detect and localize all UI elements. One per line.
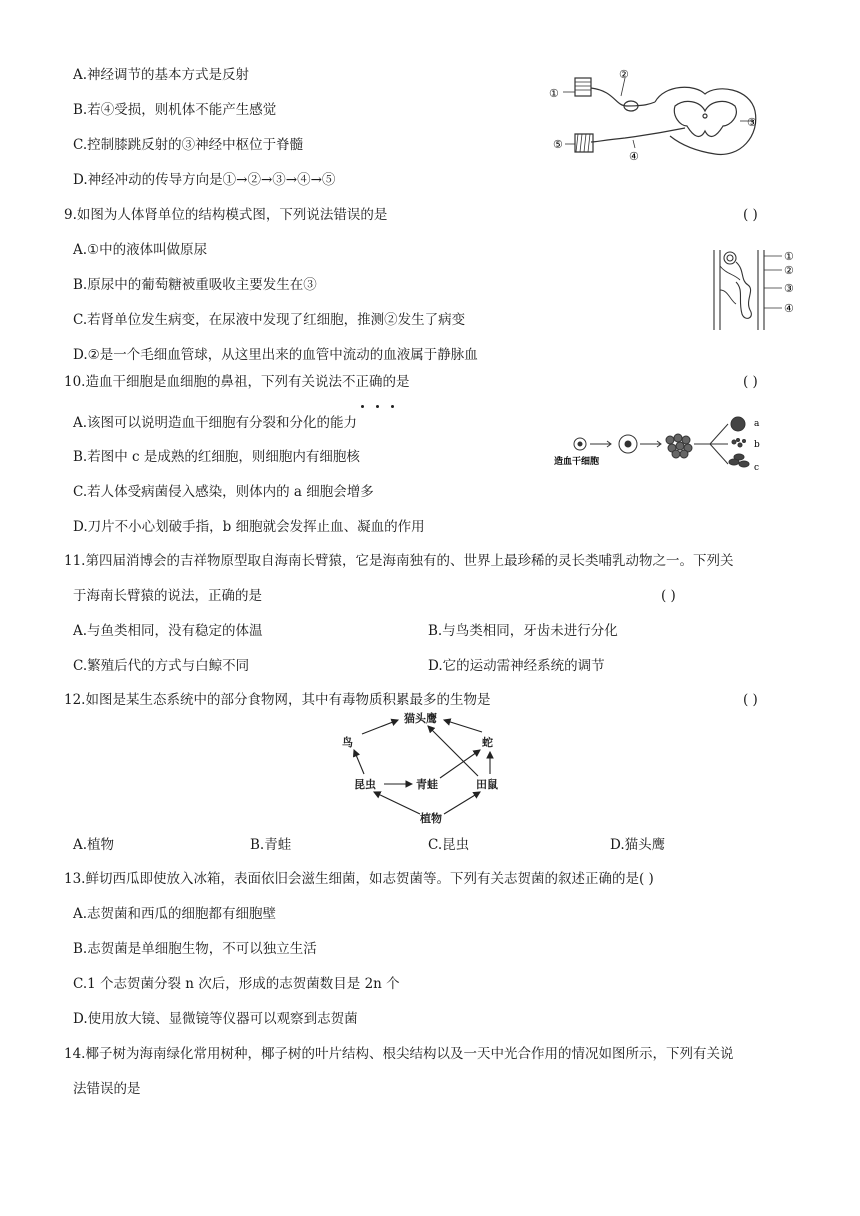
- q12-option-a: A.植物: [73, 837, 115, 853]
- q13-option-c: C.1 个志贺菌分裂 n 次后，形成的志贺菌数目是 2n 个: [73, 976, 400, 992]
- q10-answer-paren: ( ): [743, 374, 758, 390]
- q11-option-d: D.它的运动需神经系统的调节: [428, 658, 605, 674]
- q8-option-b: B.若④受损，则机体不能产生感觉: [73, 102, 277, 118]
- q10-option-a: A.该图可以说明造血干细胞有分裂和分化的能力: [73, 415, 358, 431]
- q12-option-d: D.猫头鹰: [610, 837, 666, 853]
- q12-option-c: C.昆虫: [428, 837, 470, 853]
- stem-cell-figure: [552, 412, 772, 482]
- q9-option-a: A.①中的液体叫做原尿: [73, 242, 208, 258]
- q13-option-a: A.志贺菌和西瓜的细胞都有细胞壁: [73, 906, 277, 922]
- q8-option-d: D.神经冲动的传导方向是①→②→③→④→⑤: [73, 172, 336, 188]
- figure-label-2: ②: [784, 264, 794, 277]
- figure-label-2: ②: [619, 68, 629, 81]
- figure-label-1: ①: [549, 87, 559, 100]
- node-bird: 鸟: [342, 736, 353, 749]
- q9-answer-paren: ( ): [743, 207, 758, 223]
- q10-option-d: D.刀片不小心划破手指，b 细胞就会发挥止血、凝血的作用: [73, 519, 425, 535]
- q9-option-b: B.原尿中的葡萄糖被重吸收主要发生在③: [73, 277, 317, 293]
- nephron-figure: [700, 240, 820, 332]
- q11-option-b: B.与鸟类相同，牙齿未进行分化: [428, 623, 618, 639]
- figure-label-4: ④: [629, 150, 639, 163]
- q8-option-a: A.神经调节的基本方式是反射: [73, 67, 250, 83]
- q11-stem-line1: 11.第四届消博会的吉祥物原型取自海南长臂猿，它是海南独有的、世界上最珍稀的灵长类哺乳动物之一。下列关: [64, 553, 734, 569]
- cell-label-c: c: [754, 463, 760, 473]
- q8-option-c: C.控制膝跳反射的③神经中枢位于脊髓: [73, 137, 304, 153]
- food-web-figure: [340, 708, 520, 826]
- q9-stem: 9.如图为人体肾单位的结构模式图，下列说法错误的是: [64, 207, 388, 223]
- figure-label-1: ①: [784, 250, 794, 263]
- cell-label-a: a: [754, 419, 760, 429]
- q12-option-b: B.青蛙: [250, 837, 292, 853]
- figure-label-4: ④: [784, 302, 794, 315]
- q13-option-b: B.志贺菌是单细胞生物，不可以独立生活: [73, 941, 317, 957]
- q14-stem-line1: 14.椰子树为海南绿化常用树种，椰子树的叶片结构、根尖结构以及一天中光合作用的情况如图所示，下列有关说: [64, 1046, 734, 1062]
- figure-label-3: ③: [747, 116, 757, 129]
- node-snake: 蛇: [482, 736, 493, 749]
- q11-option-a: A.与鱼类相同，没有稳定的体温: [73, 623, 263, 639]
- q12-answer-paren: ( ): [743, 692, 758, 708]
- q9-option-c: C.若肾单位发生病变，在尿液中发现了红细胞，推测②发生了病变: [73, 312, 466, 328]
- reflex-arc-figure: [545, 66, 770, 166]
- q11-answer-paren: ( ): [661, 588, 676, 604]
- q13-option-d: D.使用放大镜、显微镜等仪器可以观察到志贺菌: [73, 1011, 358, 1027]
- stem-cell-label: 造血干细胞: [554, 457, 600, 467]
- node-frog: 青蛙: [416, 778, 438, 791]
- node-field-mouse: 田鼠: [476, 778, 498, 791]
- q9-option-d: D.②是一个毛细血管球，从这里出来的血管中流动的血液属于静脉血: [73, 347, 478, 363]
- node-insect: 昆虫: [354, 778, 376, 791]
- emphasis-dots: [355, 393, 400, 412]
- q11-option-c: C.繁殖后代的方式与白鲸不同: [73, 658, 250, 674]
- cell-label-b: b: [754, 440, 760, 450]
- q14-stem-line2: 法错误的是: [73, 1081, 141, 1097]
- q10-option-c: C.若人体受病菌侵入感染，则体内的 a 细胞会增多: [73, 484, 374, 500]
- node-plant: 植物: [420, 812, 442, 825]
- figure-label-3: ③: [784, 282, 794, 295]
- q12-stem: 12.如图是某生态系统中的部分食物网，其中有毒物质积累最多的生物是: [64, 692, 491, 708]
- q10-stem: 10.造血干细胞是血细胞的鼻祖，下列有关说法不正确的是: [64, 374, 410, 390]
- q13-stem: 13.鲜切西瓜即使放入冰箱，表面依旧会滋生细菌，如志贺菌等。下列有关志贺菌的叙述正确的是( ): [64, 871, 654, 887]
- q10-option-b: B.若图中 c 是成熟的红细胞，则细胞内有细胞核: [73, 449, 360, 465]
- q11-stem-line2: 于海南长臂猿的说法，正确的是: [73, 588, 262, 604]
- node-owl: 猫头鹰: [404, 712, 437, 725]
- figure-label-5: ⑤: [553, 138, 563, 151]
